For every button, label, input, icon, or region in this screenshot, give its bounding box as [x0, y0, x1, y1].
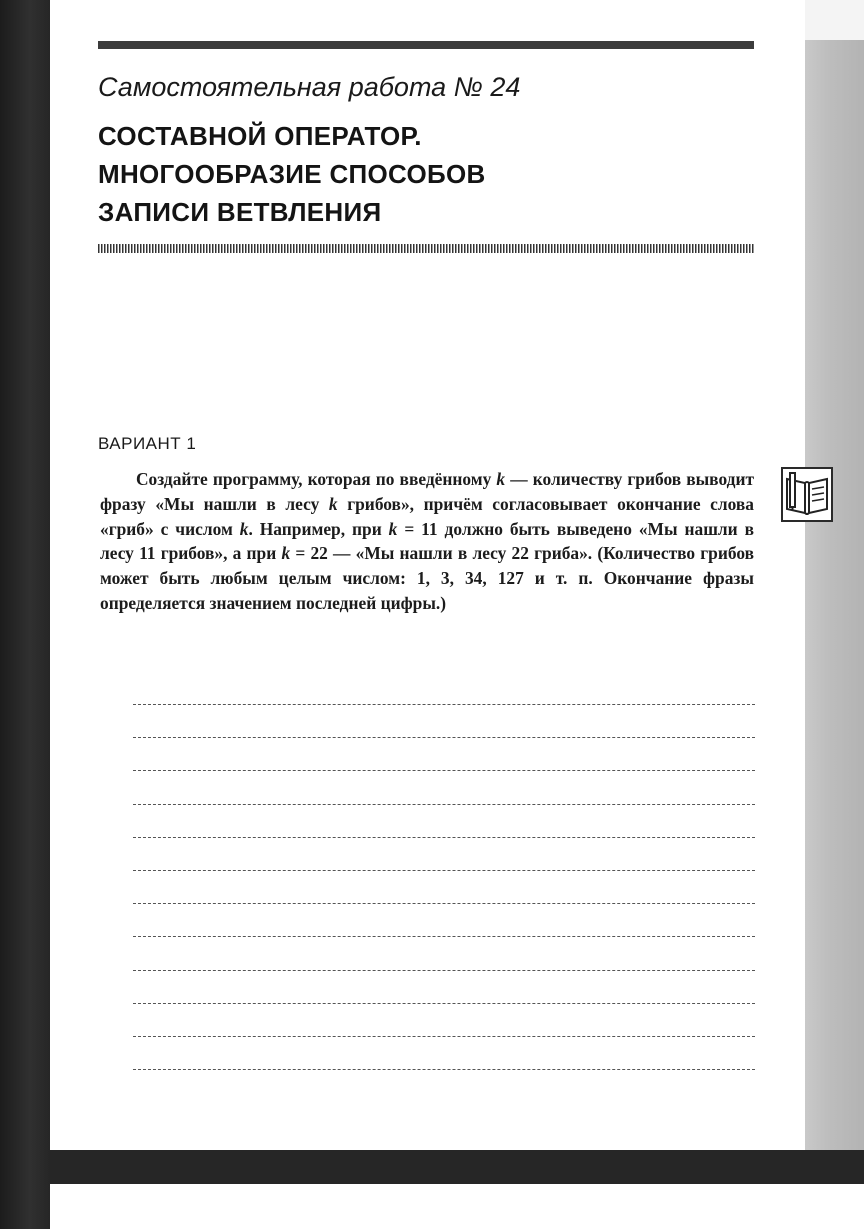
answer-line[interactable]	[133, 1036, 755, 1037]
next-page-edge	[50, 1184, 864, 1229]
page-title	[98, 117, 758, 231]
page-edge-strip	[805, 40, 864, 1150]
hatched-rule	[98, 244, 754, 253]
answer-line[interactable]	[133, 804, 755, 805]
answer-line[interactable]	[133, 870, 755, 871]
answer-line[interactable]	[133, 903, 755, 904]
variant-label: ВАРИАНТ 1	[98, 434, 197, 453]
title-line: СОСТАВНОЙ ОПЕРАТОР.	[98, 121, 422, 151]
scan-shadow-left	[0, 0, 50, 1229]
side-strip-top	[805, 0, 864, 40]
title-line: ЗАПИСИ ВЕТВЛЕНИЯ	[98, 197, 382, 227]
answer-line[interactable]	[133, 770, 755, 771]
top-rule	[98, 41, 754, 49]
answer-line[interactable]	[133, 936, 755, 937]
answer-line[interactable]	[133, 970, 755, 971]
book-icon-graphic	[783, 469, 831, 520]
work-number-heading: Самостоятельная работа № 24	[98, 72, 521, 102]
scan-shadow-bottom	[50, 1150, 864, 1184]
answer-line[interactable]	[133, 837, 755, 838]
book-icon	[781, 467, 833, 522]
answer-line[interactable]	[133, 704, 755, 705]
answer-line[interactable]	[133, 1069, 755, 1070]
answer-line[interactable]	[133, 737, 755, 738]
task-text: Создайте программу, которая по введённому k — количеству грибов выводит фразу «Мы нашли в лесу k грибов», причём согласовывает окончание слова «гриб» с числом k. Например, при k = 11 должно быть выведено «Мы нашли в лесу 11 грибов», а при k = 22 — «Мы нашли в лесу 22 гриба». (Количество грибов может быть любым целым числом: 1, 3, 34, 127 и т. п. Окончание фразы определяется значением последней цифры.)	[100, 469, 755, 613]
title-line: МНОГООБРАЗИЕ СПОСОБОВ	[98, 159, 486, 189]
answer-line[interactable]	[133, 1003, 755, 1004]
answer-lines	[133, 704, 755, 1102]
